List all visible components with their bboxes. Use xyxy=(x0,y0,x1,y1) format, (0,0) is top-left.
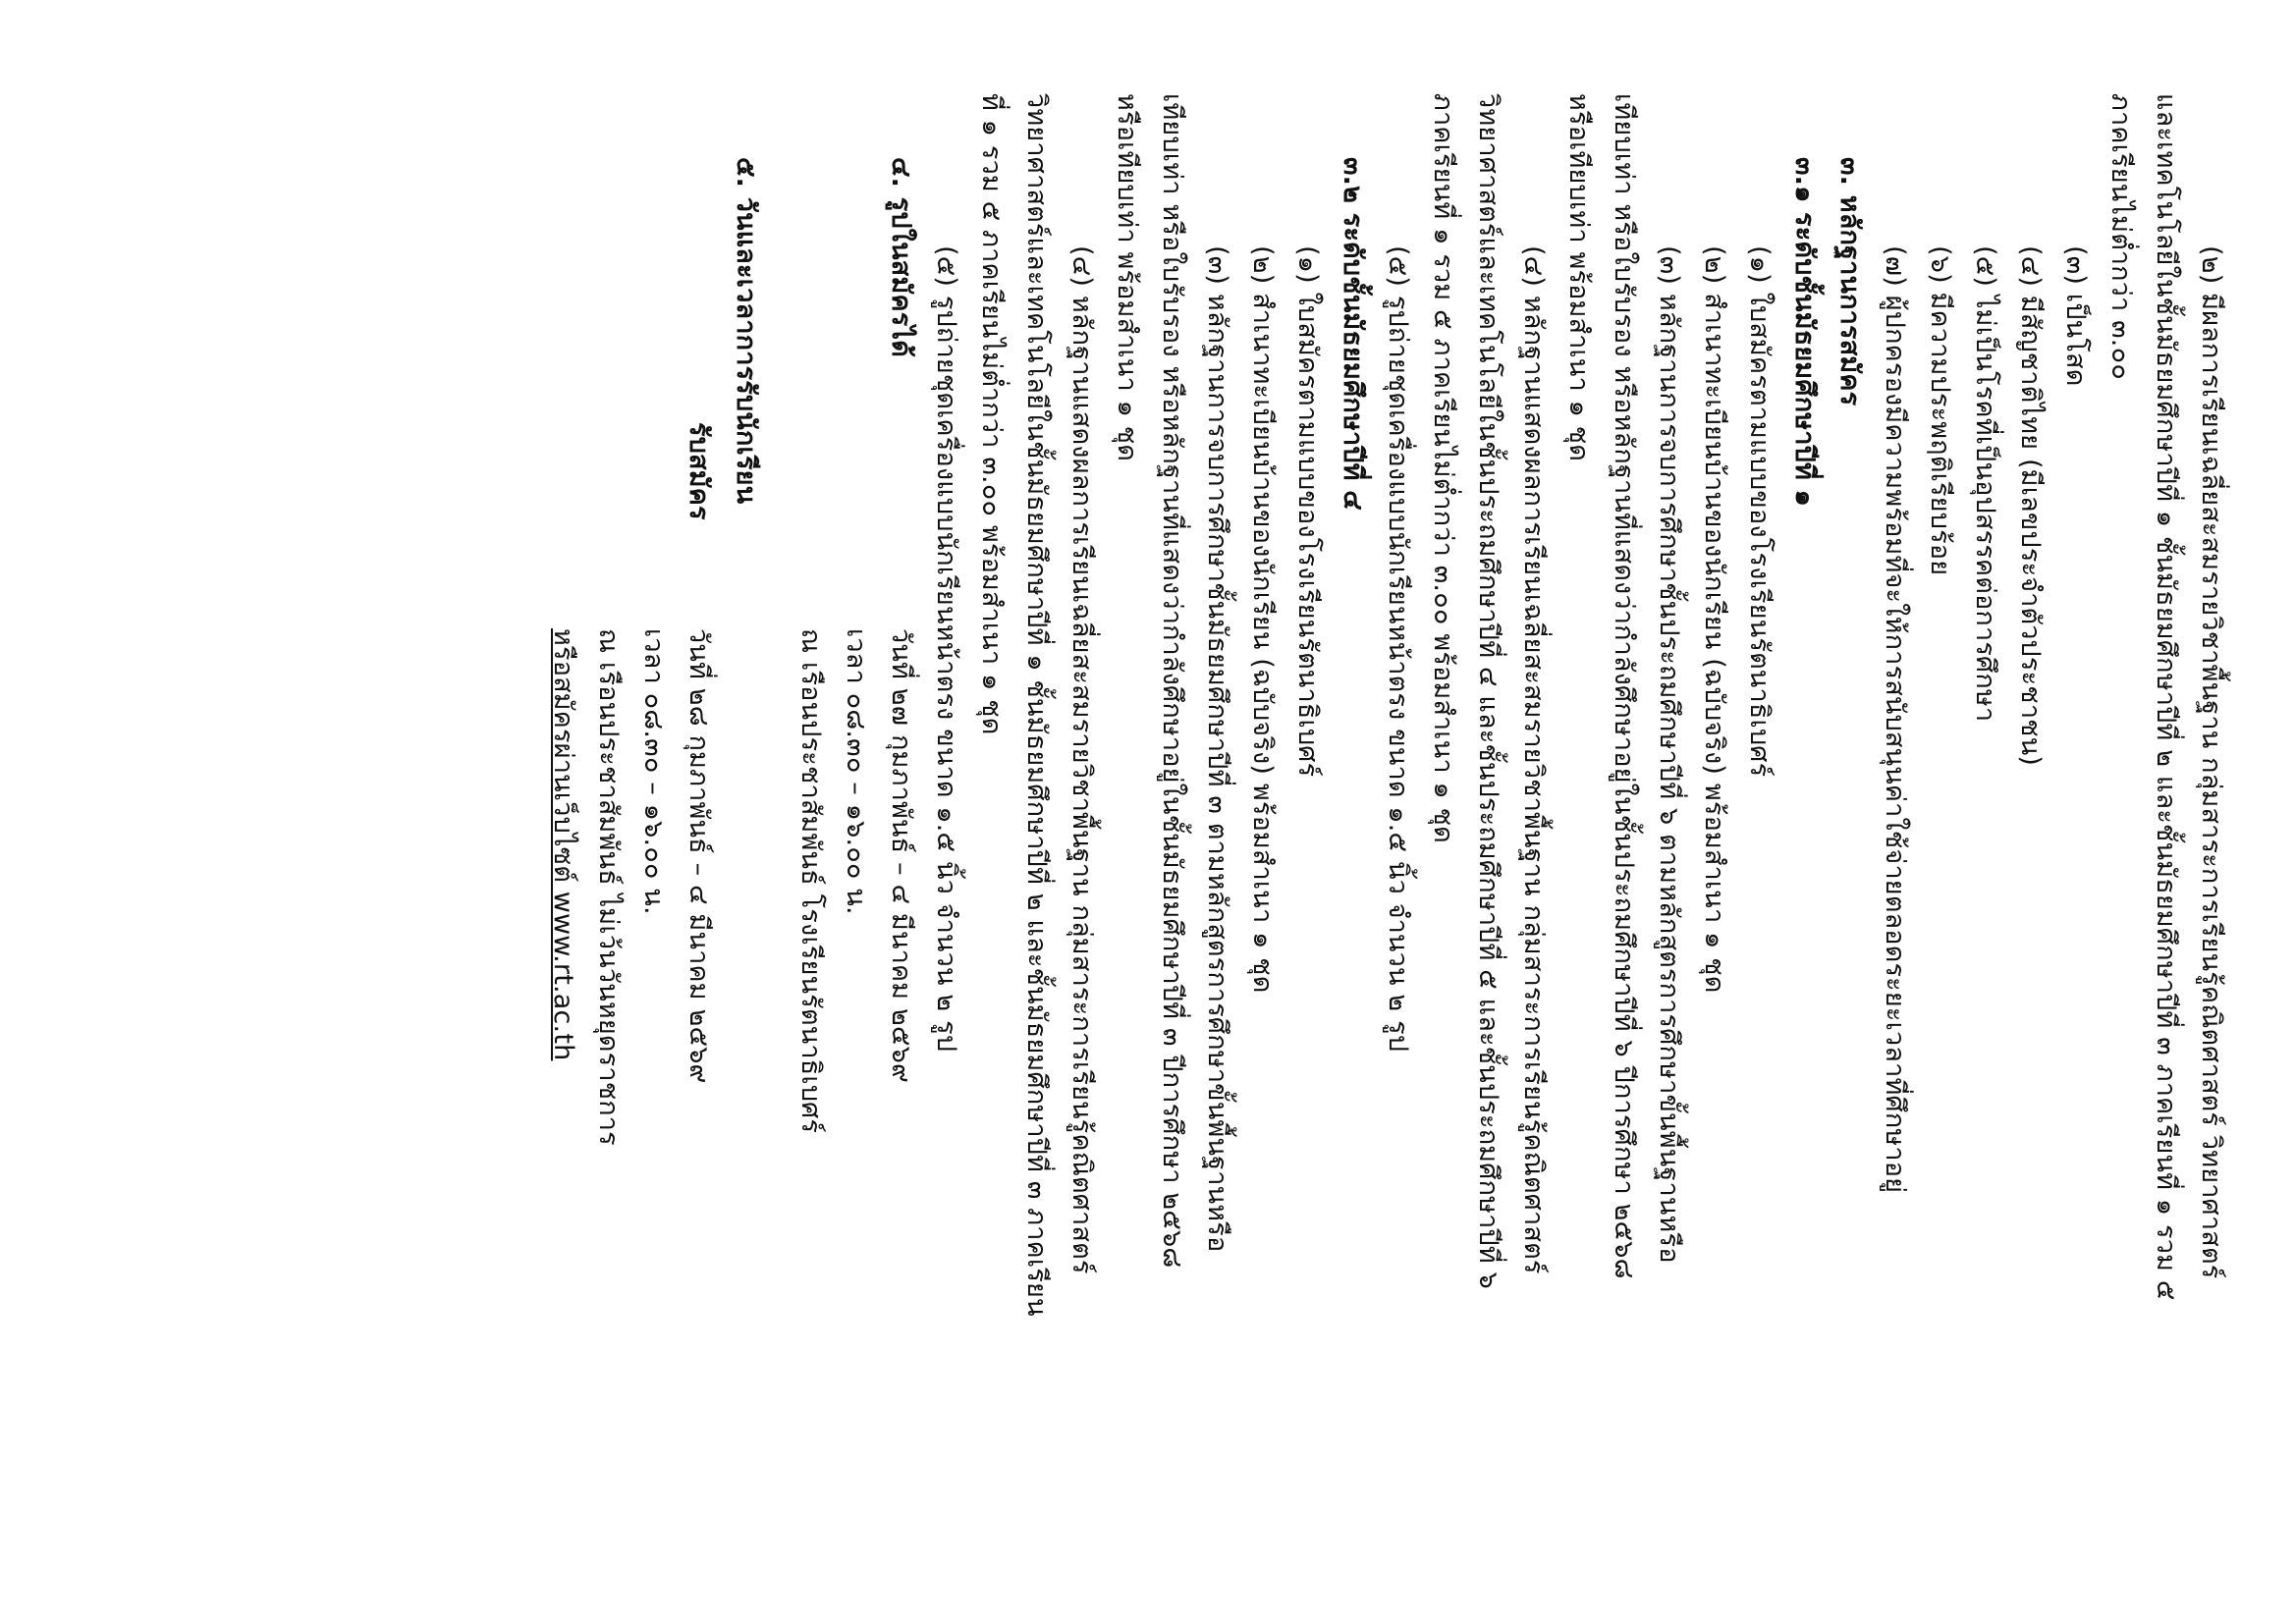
text-line: ภาคเรียนที่ ๑ รวม ๕ ภาคเรียนไม่ต่ำกว่า ๓.๐๐ พร้อมสำเนา ๑ ชุด xyxy=(1428,93,1458,843)
text-line: (๒) มีผลการเรียนเฉลี่ยสะสมรายวิชาพื้นฐาน กลุ่มสาระการเรียนรู้คณิตศาสตร์ วิทยาศาสตร์ xyxy=(2196,245,2226,1279)
text-line: (๖) มีความประพฤติเรียบร้อย xyxy=(1925,245,1955,576)
text-line: ณ เรือนประชาสัมพันธ์ โรงเรียนรัตนาธิเบศร์ xyxy=(795,628,826,1134)
section-heading: ๔. รูปในสมัครได้ xyxy=(886,157,916,357)
text-line: เวลา ๐๘.๓๐ – ๑๖.๐๐ น. xyxy=(841,628,871,915)
text-line: ภาคเรียนไม่ต่ำกว่า ๓.๐๐ xyxy=(2105,93,2136,380)
text-line: (๓) หลักฐานการจบการศึกษาชั้นมัธยมศึกษาปีที่ ๓ ตามหลักสูตรการศึกษาขั้นพื้นฐานหรือ xyxy=(1202,245,1232,1253)
text-line: (๕) รูปถ่ายชุดเครื่องแบบนักเรียนหน้าตรง ขนาด ๑.๕ นิ้ว จำนวน ๒ รูป xyxy=(1383,245,1413,1053)
text-line: (๑) ใบสมัครตามแบบของโรงเรียนรัตนาธิเบศร์ xyxy=(1744,245,1775,778)
text-line: วิทยาศาสตร์และเทคโนโลยีในชั้นประถมศึกษาปีที่ ๔ และชั้นประถมศึกษาปีที่ ๕ และชั้นประถมศึกษาปีที่ ๖ xyxy=(1473,93,1503,1289)
text-line: (๓) เป็นโสด xyxy=(2060,245,2091,387)
text-line: ที่ ๑ รวม ๕ ภาคเรียนไม่ต่ำกว่า ๓.๐๐ พร้อมสำเนา ๑ ชุด xyxy=(976,93,1007,735)
text-line: หรือเทียบเท่า พร้อมสำเนา ๑ ชุด xyxy=(1563,93,1594,462)
text-line: หรือเทียบเท่า พร้อมสำเนา ๑ ชุด xyxy=(1112,93,1142,462)
text-line: (๓) หลักฐานการจบการศึกษาชั้นประถมศึกษาปีที่ ๖ ตามหลักสูตรการศึกษาขั้นพื้นฐานหรือ xyxy=(1654,245,1684,1264)
text-line: หรือสมัครผ่านเว็บไซต์ www.rt.ac.th xyxy=(548,628,578,1061)
text-line: (๕) ไม่เป็นโรคที่เป็นอุปสรรคต่อการศึกษา xyxy=(1970,245,2000,723)
section-heading: รับสมัคร xyxy=(683,422,714,520)
text-line: ณ เรือนประชาสัมพันธ์ ไม่เว้นวันหยุดราชการ xyxy=(593,628,624,1146)
text-line: วิทยาศาสตร์และเทคโนโลยีในชั้นมัธยมศึกษาปีที่ ๑ ชั้นมัธยมศึกษาปีที่ ๒ และชั้นมัธยมศึกษาปีที่ ๓ ภาคเรียน xyxy=(1021,93,1052,1317)
text-line: (๕) รูปถ่ายชุดเครื่องแบบนักเรียนหน้าตรง ขนาด ๑.๕ นิ้ว จำนวน ๒ รูป xyxy=(931,245,961,1053)
text-line: เทียบเท่า หรือใบรับรอง หรือหลักฐานที่แสดงว่ากำลังศึกษาอยู่ในชั้นมัธยมศึกษาปีที่ ๓ ปีการศึกษา ๒๕๖๘ xyxy=(1157,93,1187,1269)
text-line: (๔) หลักฐานแสดงผลการเรียนเฉลี่ยสะสมรายวิชาพื้นฐาน กลุ่มสาระการเรียนรู้คณิตศาสตร์ xyxy=(1066,245,1097,1274)
text-line: วันที่ ๒๘ กุมภาพันธ์ – ๔ มีนาคม ๒๕๖๙ xyxy=(683,628,714,1084)
text-line: (๒) สำเนาทะเบียนบ้านของนักเรียน (ฉบับจริง) พร้อมสำเนา ๑ ชุด xyxy=(1247,245,1278,994)
text-line: (๔) มีสัญชาติไทย (มีเลขประจำตัวประชาชน) xyxy=(2015,245,2046,767)
section-heading: ๓. หลักฐานการสมัคร xyxy=(1834,157,1865,406)
text-line: (๒) สำเนาทะเบียนบ้านของนักเรียน (ฉบับจริง) พร้อมสำเนา ๑ ชุด xyxy=(1699,245,1729,994)
text-line: (๔) หลักฐานแสดงผลการเรียนเฉลี่ยสะสมรายวิชาพื้นฐาน กลุ่มสาระการเรียนรู้คณิตศาสตร์ xyxy=(1518,245,1549,1274)
text-line: (๗) ผู้ปกครองมีความพร้อมที่จะให้การสนับสนุนค่าใช้จ่ายตลอดระยะเวลาที่ศึกษาอยู่ xyxy=(1880,245,1910,1194)
text-line: (๑) ใบสมัครตามแบบของโรงเรียนรัตนาธิเบศร์ xyxy=(1292,245,1323,778)
section-heading: ๓.๑ ระดับชั้นมัธยมศึกษาปีที่ ๑ xyxy=(1789,157,1820,507)
section-heading: ๕. วันและเวลาการรับนักเรียน xyxy=(731,157,761,505)
text-line: เทียบเท่า หรือใบรับรอง หรือหลักฐานที่แสดงว่ากำลังศึกษาอยู่ในชั้นประถมศึกษาปีที่ ๖ ปีการศึกษา ๒๕๖๘ xyxy=(1609,93,1639,1279)
section-heading: ๓.๒ ระดับชั้นมัธยมศึกษาปีที่ ๔ xyxy=(1338,157,1368,511)
text-line: เวลา ๐๘.๓๐ – ๑๖.๐๐ น. xyxy=(638,628,669,915)
text-line: และเทคโนโลยีในชั้นมัธยมศึกษาปีที่ ๑ ชั้นมัธยมศึกษาปีที่ ๒ และชั้นมัธยมศึกษาปีที่ ๓ ภาคเรียนที่ ๑ รวม ๕ xyxy=(2151,93,2181,1301)
text-line: วันที่ ๒๗ กุมภาพันธ์ – ๔ มีนาคม ๒๕๖๙ xyxy=(886,628,916,1084)
